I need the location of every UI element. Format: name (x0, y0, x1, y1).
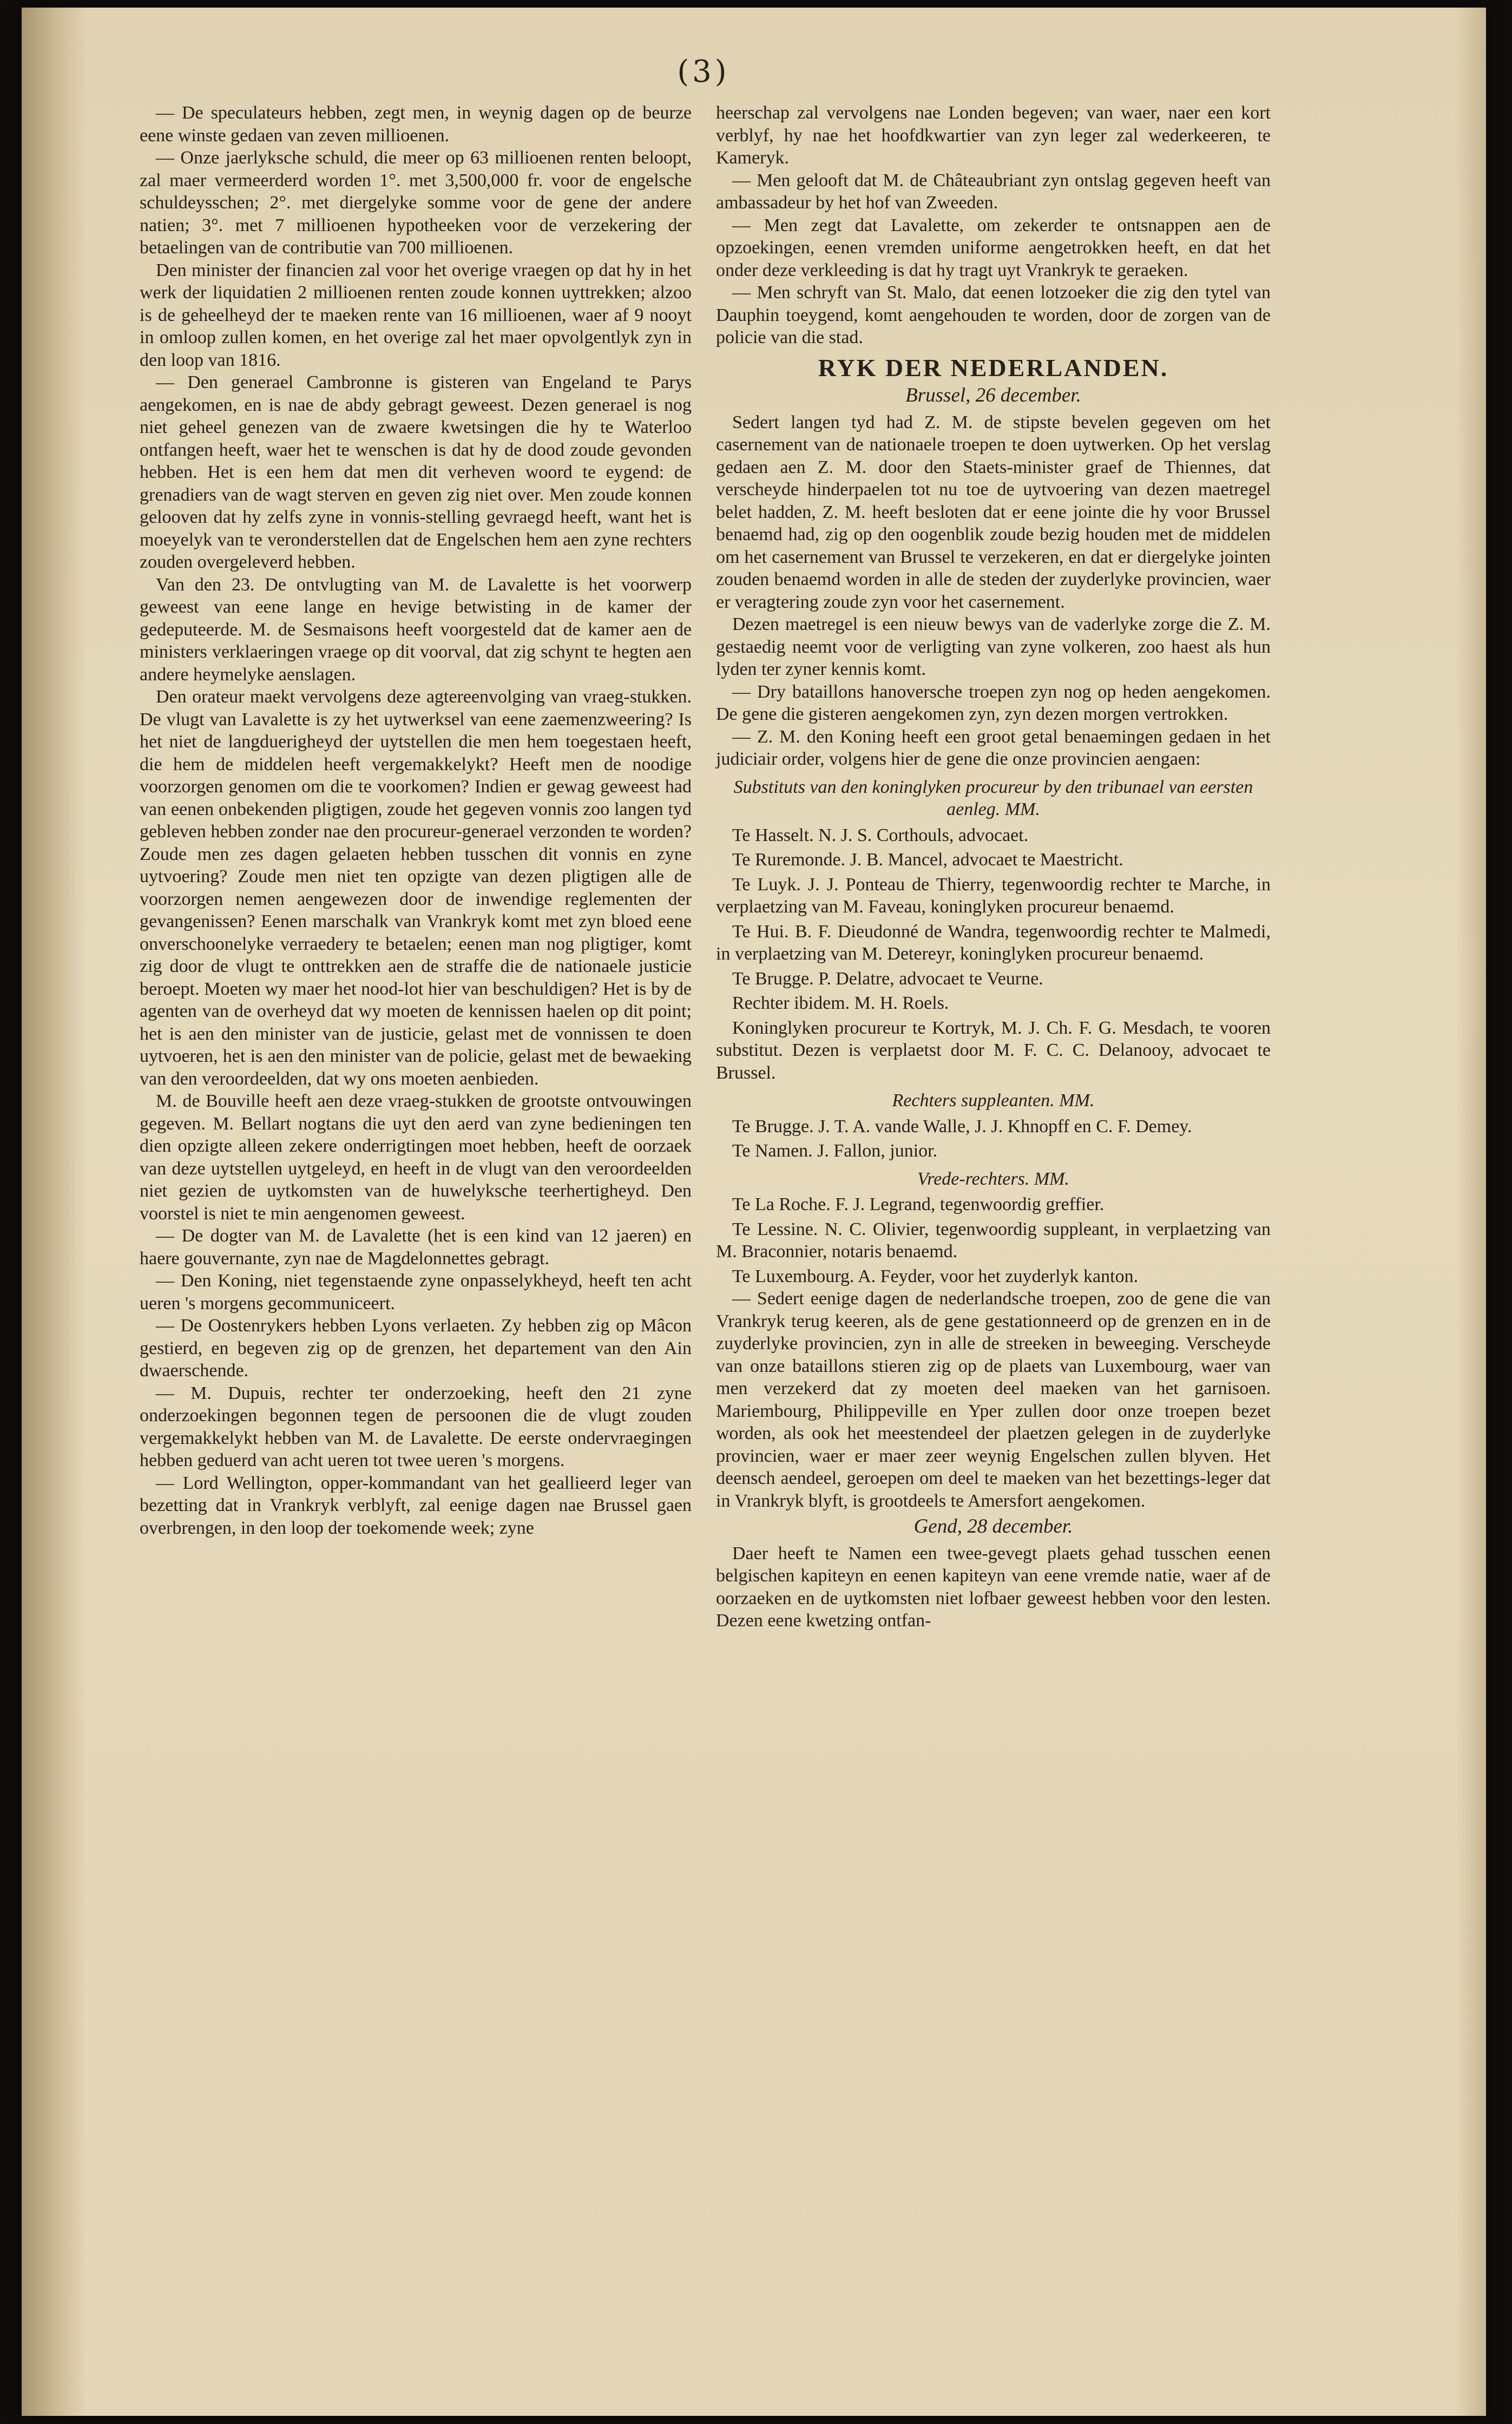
binding-gutter-shadow (22, 8, 87, 2416)
article-paragraph: — Den Koning, niet tegenstaende zyne onpasselykheyd, heeft ten acht ueren 's morgens gecommuniceert. (140, 1271, 692, 1313)
article-paragraph: — M. Dupuis, rechter ter onderzoeking, heeft den 21 zyne onderzoekingen begonnen tegen de persoonen die de vlugt zouden vergemakkelykt hebben van M. de Lavalette. De eerste ondervraegingen hebben geduerd van acht ueren tot twee ueren 's morgens. (140, 1383, 692, 1470)
appointment-entry: Te Hui. B. F. Dieudonné de Wandra, tegenwoordig rechter te Malmedi, in verplaetzing van M. Detereyr, koninglyken procureur benaemd. (716, 921, 1271, 964)
subhead-vrede-rechters: Vrede-rechters. MM. (917, 1168, 1069, 1189)
article-paragraph: Sedert langen tyd had Z. M. de stipste bevelen gegeven om het casernement van de nationaele troepen te doen uytwerken. Op het verslag gedaen aen Z. M. door den Staets-minister graef de Thiennes, dat verscheyde hinderpaelen tot nu toe de uytvoering van dezen maetregel belet hadden, Z. M. heeft besloten dat er eene jointe die hy voor Brussel benaemd had, zig op den oogenblik zoude bezig houden met de middelen om het casernement van Brussel te verzekeren, en dat er diergelyke jointen zouden benaemd worden in alle de steden der zuyderlyke provincien, waer er veragtering zoude zyn voor het casernement. (716, 412, 1271, 612)
article-paragraph: — Z. M. den Koning heeft een groot getal benaemingen gedaen in het judiciair order, volgens hier de gene die onze provincien aengaen: (716, 726, 1271, 769)
article-paragraph: — De speculateurs hebben, zegt men, in weynig dagen op de beurze eene winste gedaen van zeven millioenen. (140, 103, 692, 146)
article-paragraph: Van den 23. De ontvlugting van M. de Lavalette is het voorwerp geweest van eene lange en hevige betwisting in de kamer der gedeputeerde. M. de Sesmaisons heeft voorgesteld dat de kamer aen de ministers verklaeringen vraege op dit voorval, dat zig schynt te hegten aen andere heymelyke aenslagen. (140, 574, 692, 685)
article-paragraph: M. de Bouville heeft aen deze vraeg-stukken de grootste ontvouwingen gegeven. M. Bellart nogtans die uyt den aerd van zyne bedieningen ten dien opzigte alleen zekere onderrigtingen moet hebben, heeft de oorzaek van deze uytstellen uytgeleyd, en heeft in de vlugt van den veroordeelden niet gezien de uytkomsten van de huwelyksche teerhertigheyd. Den voorstel is niet te min aengenomen geweest. (140, 1091, 692, 1224)
section-heading: RYK DER NEDERLANDEN. (818, 353, 1169, 382)
article-paragraph: — Men gelooft dat M. de Châteaubriant zyn ontslag gegeven heeft van ambassadeur by het hof van Zweeden. (716, 170, 1271, 213)
appointment-entry: Koninglyken procureur te Kortryk, M. J. Ch. F. G. Mesdach, te vooren substitut. Dezen is verplaetst door M. F. C. C. Delanooy, advocaet te Brussel. (716, 1017, 1271, 1083)
left-column (140, 102, 692, 1539)
subhead-substituts: Substituts van den koninglyken procureur by den tribunael van eersten aenleg. MM. (733, 777, 1253, 819)
article-paragraph: — De dogter van M. de Lavalette (het is een kind van 12 jaeren) en haere gouvernante, zyn nae de Magdelonnettes gebragt. (140, 1226, 692, 1269)
subhead-rechters-suppleanten: Rechters suppleanten. MM. (892, 1091, 1095, 1111)
article-paragraph: — De Oostenrykers hebben Lyons verlaeten. Zy hebben zig op Mâcon gestierd, en begeven zig op de grenzen, het departement van den Ain dwaerschende. (140, 1316, 692, 1381)
appointment-entry: Te Ruremonde. J. B. Mancel, advocaet te Maestricht. (732, 850, 1123, 870)
article-paragraph: — Men schryft van St. Malo, dat eenen lotzoeker die zig den tytel van Dauphin toeygend, komt aengehouden te worden, door de zorgen van de policie van die stad. (716, 283, 1271, 347)
article-paragraph: heerschap zal vervolgens nae Londen begeven; van waer, naer een kort verblyf, hy nae het hoofdkwartier van zyn leger zal wederkeeren, te Kameryk. (716, 103, 1271, 168)
dateline-brussel: Brussel, 26 december. (905, 384, 1081, 406)
appointment-entry: Te Namen. J. Fallon, junior. (732, 1141, 938, 1161)
appointment-entry: Te La Roche. F. J. Legrand, tegenwoordig greffier. (732, 1194, 1105, 1214)
appointment-entry: Rechter ibidem. M. H. Roels. (732, 993, 949, 1013)
appointment-entry: Te Luyk. J. J. Ponteau de Thierry, tegenwoordig rechter te Marche, in verplaetzing van M. Faveau, koninglyken procureur benaemd. (716, 874, 1271, 917)
appointment-entry: Te Luxembourg. A. Feyder, voor het zuyderlyk kanton. (732, 1266, 1139, 1286)
page-number: (3) (677, 54, 730, 89)
article-paragraph: — Onze jaerlyksche schuld, die meer op 63 millioenen renten beloopt, zal maer vermeerderd worden 1°. met 3,500,000 fr. voor de engelsche schuldeysschen; 2°. met diergelyke somme voor de gene der andere natien; 3°. met 7 millioenen hypotheeken voor de verzekering der betaelingen van de contributie van 700 millioenen. (140, 148, 692, 258)
appointment-entry: Te Brugge. J. T. A. vande Walle, J. J. Khnopff en C. F. Demey. (732, 1116, 1192, 1137)
article-paragraph: Daer heeft te Namen een twee-gevegt plaets gehad tusschen eenen belgischen kapiteyn en eenen kapiteyn van eene vremde natie, waer af de oorzaeken en de uytkomsten niet lofbaer geweest hebben voor den lesten. Dezen eene kwetzing ontfan- (716, 1543, 1271, 1631)
article-paragraph: — Den generael Cambronne is gisteren van Engeland te Parys aengekomen, en is nae de abdy gebragt geweest. Dezen generael is nog niet geheel genezen van de zwaere kwetsingen die hy te Waterloo ontfangen heeft, waer het te wenschen is dat hy de dood zoude gevonden hebben. Het is een hem dat men dit verheven woord te eygend: de grenadiers van de wagt sterven en geven zig niet over. Men zoude konnen gelooven dat hy zelfs zyne in vonnis-stelling gevraegd heeft, want het is moeyelyk van te veronderstellen dat de Engelschen hem aen zyne rechters zouden overgeleverd hebben. (140, 372, 692, 572)
article-paragraph: Den orateur maekt vervolgens deze agtereenvolging van vraeg-stukken. De vlugt van Lavalette is zy het uytwerksel van eene zaemenzweering? Is het niet de langduerigheyd der uytstellen die men hem toegestaen heeft, die hem de middelen heeft vergemakkelykt? Heeft men de noodige voorzorgen genomen om die te voorkomen? Indien er gewag geweest had van eenen onbekenden pligtigen, zoude het gegeven vonnis zoo langen tyd gebleven hebben zonder nae den procureur-generael verzonden te worden? Zoude men zes dagen gelaeten hebben tusschen dit vonnis en zyne uytvoering? Zoude men niet ten opzigte van dezen pligtigen alle de voorzorgen nemen aengewezen door de inwendige reglementen der gevangenissen? Eenen marschalk van Vrankryk komt met zyn bloed eene onverschoonelyke verraedery te betaelen; eenen man nog pligtiger, komt zig door de vlugt te onttrekken aen de straffe die de nationaele justicie beroept. Moeten wy maer het nood-lot hier van beschuldigen? Het is by de agenten van de overheyd dat wy moeten de kennissen haelen op dit point; het is aen den minister van de justicie, gelast met de vonnissen te doen uytvoeren, het is aen den minister van de policie, gelast met de bewaeking van den veroordeelden, dat wy ons moeten aenbieden. (140, 687, 692, 1089)
appointment-entry: Te Hasselt. N. J. S. Corthouls, advocaet. (732, 825, 1029, 845)
appointment-entry: Te Lessine. N. C. Olivier, tegenwoordig suppleant, in verplaetzing van M. Braconnier, notaris benaemd. (716, 1219, 1271, 1262)
article-paragraph: — Men zegt dat Lavalette, om zekerder te ontsnappen aen de opzoekingen, eenen vremden uniforme aengetrokken heeft, en dat het onder deze verkleeding is dat hy tragt uyt Vrankryk te geraeken. (716, 215, 1271, 280)
page-edge-shadow (1456, 8, 1486, 2416)
article-paragraph: Den minister der financien zal voor het overige vraegen op dat hy in het werk der liquidatien 2 millioenen renten zoude konnen uyttrekken; alzoo is de geheelheyd der te maeken rente van 16 millioenen, waer af 9 nooyt in omloop zullen komen, en het overige zal het maer opvolgentlyk zyn in den loop van 1816. (140, 260, 692, 370)
article-paragraph: — Dry bataillons hanoversche troepen zyn nog op heden aengekomen. De gene die gisteren aengekomen zyn, zyn dezen morgen vertrokken. (716, 681, 1271, 724)
right-column (716, 102, 1271, 1632)
article-paragraph: Dezen maetregel is een nieuw bewys van de vaderlyke zorge die Z. M. gestaedig neemt voor de verligting van zyne volkeren, zoo haest als hun lyden ter zyner kennis komt. (716, 614, 1271, 679)
dateline-gend: Gend, 28 december. (913, 1515, 1073, 1538)
article-paragraph: — Lord Wellington, opper-kommandant van het geallieerd leger van bezetting dat in Vrankryk verblyft, zal eenige dagen nae Brussel gaen overbrengen, in den loop der toekomende week; zyne (140, 1473, 692, 1538)
appointment-entry: Te Brugge. P. Delatre, advocaet te Veurne. (732, 968, 1043, 989)
article-paragraph: — Sedert eenige dagen de nederlandsche troepen, zoo de gene die van Vrankryk terug keeren, als de gene gestationneerd op de grenzen en in de zuyderlyke provincien, zyn in alle de streeken in beweeging. Verscheyde van onze bataillons stieren zig op de plaets van Luxembourg, waer van men verzekerd dat zy moeten deel maeken van het garnisoen. Mariembourg, Philippeville en Yper zullen door onze troepen bezet worden, als ook het meestendeel der plaetzen gelegen in de zuyderlyke provincien, waer er maer zeer weynig Engelschen zullen blyven. Het deensch aendeel, geroepen om deel te maeken van het bezettings-leger dat in Vrankryk blyft, is grootdeels te Amersfort aengekomen. (716, 1289, 1271, 1511)
